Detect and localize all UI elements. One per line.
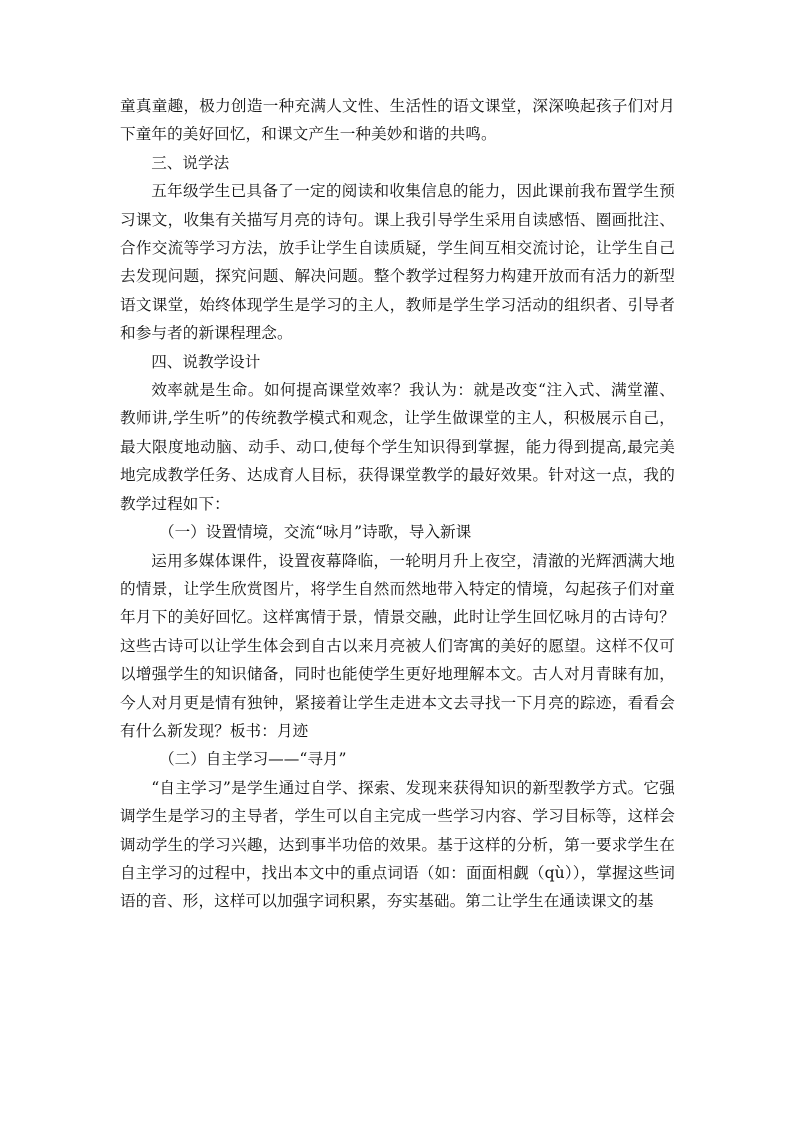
paragraph-4: 运用多媒体课件，设置夜幕降临，一轮明月升上夜空，清澈的光辉洒满大地的情景，让学生欣赏图片，将学生自然而然地带入特定的情境，勾起孩子们对童年月下的美好回忆。这样寓情于景，情景交融，此时让学生回忆咏月的古诗句？这些古诗可以让学生体会到自古以来月亮被人们寄寓的美好的愿望。这样不仅可以增强学生的知识储备，同时也能使学生更好地理解本文。古人对月青睐有加，今人对月更是情有独钟，紧接着让学生走进本文去寻找一下月亮的踪迹，看看会有什么新发现？板书：月迹: [120, 551, 675, 740]
section-heading-teaching-design: 四、说教学设计: [151, 352, 261, 371]
paragraph-5: “自主学习”是学生通过自学、探索、发现来获得知识的新型教学方式。它强调学生是学习的主导者，学生可以自主完成一些学习内容、学习目标等，这样会调动学生的学习兴趣，达到事半功倍的效果。基于这样的分析，第一要求学生在自主学习的过程中，找出本文中的重点词语（如：面面相觑（qù）），掌握这些词语的音、形，这样可以加强字词积累，夯实基础。第二让学生在通读课文的基: [120, 778, 675, 911]
section-heading-learning-method: 三、说学法: [151, 153, 230, 172]
subheading-1: （一）设置情境，交流“咏月”诗歌，导入新课: [159, 523, 472, 542]
document-page: [120, 92, 675, 916]
paragraph-2: 五年级学生已具备了一定的阅读和收集信息的能力，因此课前我布置学生预习课文，收集有关描写月亮的诗句。课上我引导学生采用自读感悟、圈画批注、合作交流等学习方法，放手让学生自读质疑，学生间互相交流讨论，让学生自己去发现问题，探究问题、解决问题。整个教学过程努力构建开放而有活力的新型语文课堂，始终体现学生是学习的主人，教师是学生学习活动的组织者、引导者和参与者的新课程理念。: [120, 182, 675, 343]
paragraph-3: 效率就是生命。如何提高课堂效率？我认为：就是改变“注入式、满堂灌、教师讲,学生听”的传统教学模式和观念，让学生做课堂的主人，积极展示自己，最大限度地动脑、动手、动口,使每个学生知识得到掌握，能力得到提高,最完美地完成教学任务、达成育人目标，获得课堂教学的最好效果。针对这一点，我的教学过程如下：: [120, 381, 675, 513]
paragraph-1: 童真童趣，极力创造一种充满人文性、生活性的语文课堂，深深唤起孩子们对月下童年的美好回忆，和课文产生一种美妙和谐的共鸣。: [120, 97, 675, 144]
subheading-2: （二）自主学习——“寻月”: [159, 750, 347, 769]
